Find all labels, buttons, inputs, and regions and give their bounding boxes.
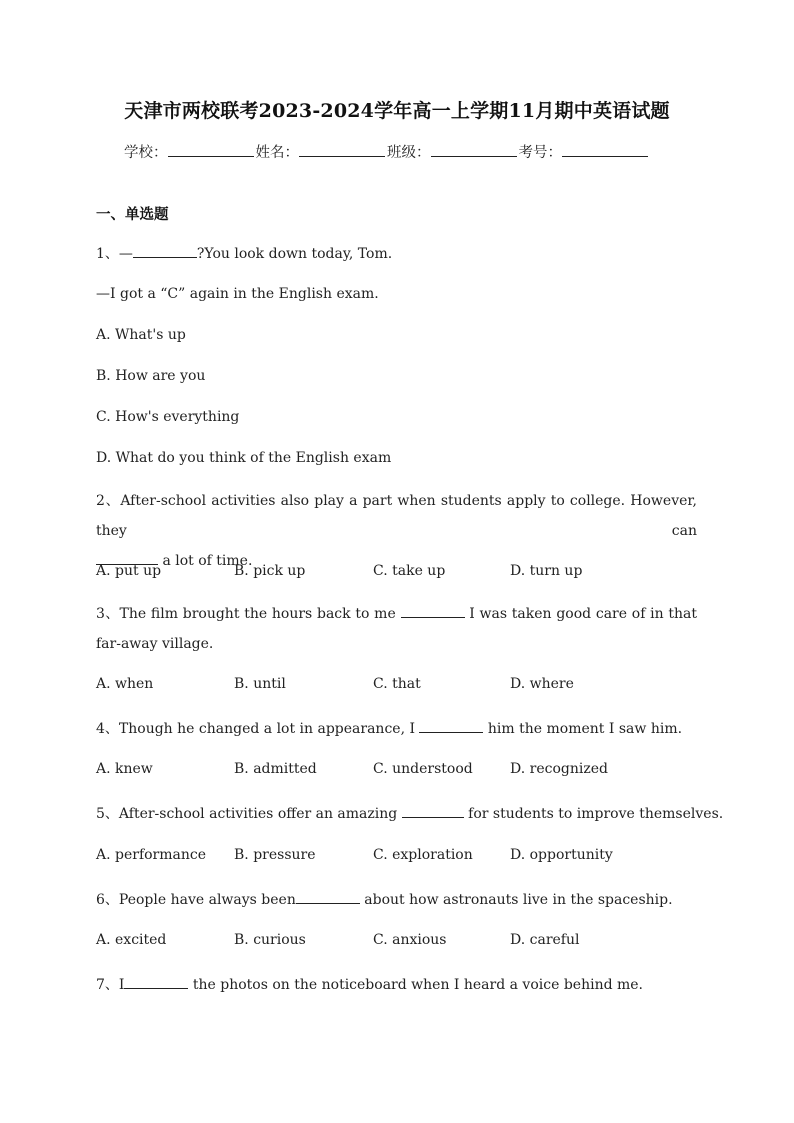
option-b[interactable]: B. until — [234, 676, 286, 692]
student-info-row — [124, 141, 650, 162]
question-4 — [96, 718, 682, 738]
option-c[interactable]: C. exploration — [373, 847, 473, 863]
option-d[interactable]: D. opportunity — [510, 847, 613, 863]
option-b[interactable]: B. pick up — [234, 563, 306, 579]
option-d[interactable]: D. turn up — [510, 563, 583, 579]
answer-blank — [419, 719, 483, 733]
option-c[interactable]: C. take up — [373, 563, 446, 579]
question-text: ?You look down today, Tom. — [196, 246, 393, 262]
answer-blank — [296, 890, 360, 904]
option-d[interactable]: D. recognized — [510, 761, 608, 777]
question-text: 5、After-school activities offer an amazing — [96, 806, 402, 822]
question-6 — [96, 889, 673, 909]
school-blank[interactable] — [168, 142, 254, 157]
exam-no-field — [519, 141, 651, 162]
answer-blank — [401, 604, 465, 618]
question-text: 6、People have always been — [96, 892, 296, 908]
option-a[interactable]: A. when — [96, 676, 154, 692]
question-5 — [96, 803, 723, 823]
question-7 — [96, 974, 643, 994]
name-blank[interactable] — [299, 142, 385, 157]
question-text: I was taken good care of in that far-away village. — [96, 606, 697, 652]
option-d[interactable]: D. careful — [510, 932, 580, 948]
question-text: the photos on the noticeboard when I heard a voice behind me. — [188, 977, 644, 993]
section-title: 一、单选题 — [96, 206, 169, 223]
question-text: 2、After-school activities also play a part when students apply to college. However, they can — [96, 493, 697, 539]
option-a[interactable]: A. excited — [96, 932, 167, 948]
option-b[interactable]: B. pressure — [234, 847, 316, 863]
question-text: a lot of time. — [158, 553, 253, 569]
option-c[interactable]: C. anxious — [373, 932, 447, 948]
option-a[interactable]: A. performance — [96, 847, 207, 863]
question-1 — [96, 243, 392, 263]
option-d[interactable]: D. What do you think of the English exam — [96, 450, 392, 466]
question-text: 3、The film brought the hours back to me — [96, 606, 401, 622]
option-b[interactable]: B. How are you — [96, 368, 206, 384]
exam-no-label: 考号： — [518, 145, 562, 161]
question-text: him the moment I saw him. — [483, 721, 683, 737]
option-c[interactable]: C. How's everything — [96, 409, 240, 425]
option-a[interactable]: A. put up — [96, 563, 162, 579]
question-1-dialogue: —I got a “C” again in the English exam. — [96, 286, 379, 302]
question-text: for students to improve themselves. — [463, 806, 724, 822]
option-d[interactable]: D. where — [510, 676, 574, 692]
name-label: 姓名： — [255, 145, 299, 161]
answer-blank — [402, 804, 464, 818]
exam-no-blank[interactable] — [562, 142, 648, 157]
school-field — [124, 141, 256, 162]
class-blank[interactable] — [431, 142, 517, 157]
exam-title: 天津市两校联考2023-2024学年高一上学期11月期中英语试题 — [124, 100, 670, 122]
option-a[interactable]: A. What's up — [96, 327, 186, 343]
option-a[interactable]: A. knew — [96, 761, 153, 777]
question-text: 7、I — [96, 977, 125, 993]
question-text: 4、Though he changed a lot in appearance, I — [96, 721, 420, 737]
answer-blank — [133, 244, 197, 258]
school-label: 学校： — [124, 145, 168, 161]
question-text: 1、— — [96, 246, 133, 262]
option-b[interactable]: B. admitted — [234, 761, 317, 777]
class-field — [387, 141, 519, 162]
option-c[interactable]: C. understood — [373, 761, 473, 777]
question-3 — [96, 599, 697, 659]
option-c[interactable]: C. that — [373, 676, 421, 692]
answer-blank — [124, 975, 188, 989]
option-b[interactable]: B. curious — [234, 932, 306, 948]
name-field — [256, 141, 388, 162]
question-text: about how astronauts live in the spaceship. — [359, 892, 673, 908]
class-label: 班级： — [387, 145, 431, 161]
